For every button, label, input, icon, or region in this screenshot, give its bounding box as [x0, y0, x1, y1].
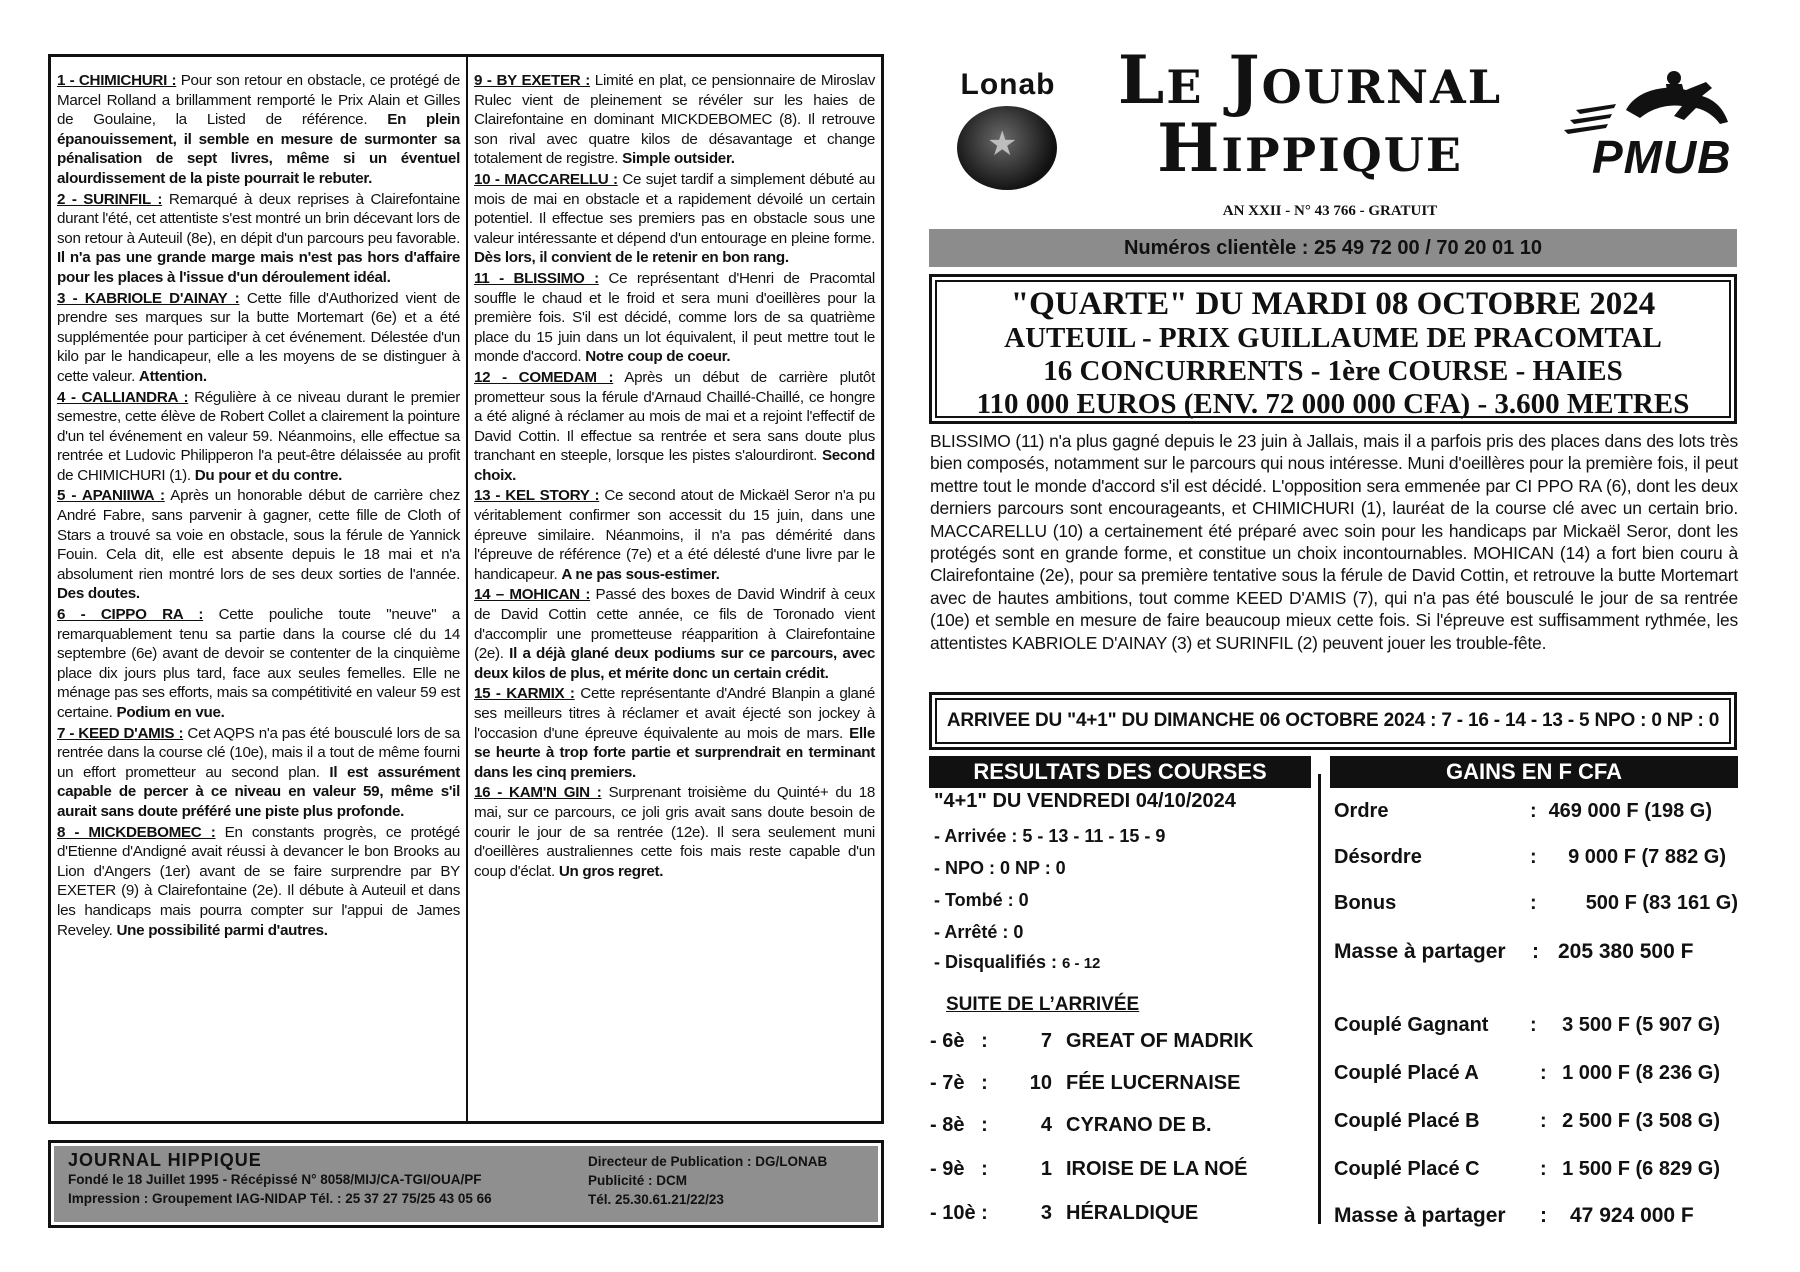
results-arrivee: - Arrivée : 5 - 13 - 11 - 15 - 9: [934, 826, 1166, 846]
suite-row: [930, 1072, 1240, 1095]
entry-verdict: Il est assurément capable de percer à ce niveau en valeur 59, même s'il aurait sans doute préféré une piste plus profonde.: [57, 763, 460, 820]
entry-name: 16 - KAM'N GIN :: [474, 784, 602, 802]
suite-horse: IROISE DE LA NOÉ: [1066, 1158, 1248, 1180]
entry-name: 11 - BLISSIMO :: [474, 269, 599, 287]
entry-text: Cette représentante d'André Blanpin a glané ses meilleurs titres à réclamer et avait éjecté son jockey à l'occasion d'une épreuve équivalente au mois de mars.: [474, 685, 875, 742]
entry-text: Ce représentant d'Henri de Pracomtal souffle le chaud et le froid et sera muni d'oeillères pour la première fois. S'il est décidé, comme lors de sa quatrième place du 15 juin dans un lot équivalent, il peut mettre tout le monde d'accord.: [474, 269, 875, 366]
customer-phone-bar: Numéros clientèle : 25 49 72 00 / 70 20 01 10: [929, 229, 1737, 267]
entry-text: En constants progrès, ce protégé d'Etienne d'Andigné avait réussi à devancer le bon Brooks au Lion d'Angers (1er) avant de se faire surprendre par BY EXETER (9) à Clairefontaine (2e). Il débute à Auteuil et dans les handicaps mais pourra compter sur l'appui de James Reveley.: [57, 823, 460, 939]
gain-colon: :: [1540, 1204, 1547, 1227]
entry-verdict: Du pour et du contre.: [194, 466, 343, 484]
gain-value: 500 F (83 161 G): [1585, 892, 1738, 914]
entry-verdict: Il a déjà glané deux podiums sur ce parcours, avec deux kilos de plus, et mérite donc un certain crédit.: [474, 645, 875, 682]
footer-advertising: Publicité : DCM: [588, 1173, 688, 1188]
entry-14: [474, 585, 875, 683]
entry-2: [57, 190, 460, 288]
entry-text: Après un honorable début de carrière chez André Fabre, sans parvenir à gagner, cette fille de Cloth of Stars a trouvé sa voie en obstacle, sous la férule de Yannick Fouin. Cela dit, elle est absente depuis le 18 mai et n'a absolument rien montré lors de ses deux sorties de l'année.: [57, 487, 461, 583]
suite-place: - 8è :: [930, 1114, 988, 1136]
gain-colon: :: [1530, 800, 1537, 822]
suite-number: 10: [1029, 1072, 1052, 1094]
suite-place: - 6è :: [930, 1030, 988, 1052]
pmub-logo: [1556, 70, 1736, 183]
entry-verdict: Des doutes.: [57, 585, 140, 603]
newspaper-title-line1: Le Journal: [1117, 41, 1503, 119]
entry-text: Passé des boxes de David Windrif à ceux de David Cottin cette année, ce fils de Toronado vient d'accomplir une prometteuse réapparition à Clairefontaine (2e).: [474, 586, 875, 663]
results-disqualifies: [934, 952, 1100, 973]
results-npo: - NPO : 0 NP : 0: [934, 858, 1066, 878]
entry-verdict: A ne pas sous-estimer.: [561, 565, 720, 583]
entry-verdict: Simple outsider.: [622, 150, 735, 168]
race-title-line2: AUTEUIL - PRIX GUILLAUME DE PRACOMTAL: [1004, 322, 1662, 354]
entry-5: [57, 486, 460, 604]
disqualifies-label: - Disqualifiés :: [934, 952, 1058, 972]
entry-name: 13 - KEL STORY :: [474, 487, 600, 505]
race-title-line3: 16 CONCURRENTS - 1ère COURSE - HAIES: [1043, 355, 1623, 387]
entry-6: [57, 605, 460, 723]
gain-value: 3 500 F (5 907 G): [1562, 1014, 1720, 1036]
pronostics-box: [48, 54, 884, 1124]
gain-colon: :: [1532, 940, 1539, 963]
results-header: RESULTATS DES COURSES: [929, 756, 1311, 788]
gain-label: Couplé Placé C: [1334, 1158, 1480, 1180]
footer-phone: Tél. 25.30.61.21/22/23: [588, 1192, 724, 1207]
gain-value: 9 000 F (7 882 G): [1568, 846, 1726, 868]
entry-text: Ce second atout de Mickaël Seror n'a pu véritablement confirmer son accessit du 15 juin, dans une épreuve similaire. Néanmoins, il n'a pas démérité dans l'épreuve de référence (7e) et a été délesté d'une livre par le handicapeur.: [474, 487, 875, 583]
gain-colon: :: [1530, 1014, 1537, 1036]
arrivee-box: [929, 692, 1737, 750]
entry-name: 7 - KEED D'AMIS :: [57, 724, 184, 742]
entry-verdict: Une possibilité parmi d'autres.: [116, 921, 328, 939]
entry-15: [474, 684, 875, 782]
entry-verdict: Dès lors, il convient de le retenir en bon rang.: [474, 249, 789, 267]
entry-name: 10 - MACCARELLU :: [474, 170, 618, 188]
entry-text: Après un début de carrière plutôt prometteur sous la férule d'Arnaud Chaillé-Chaillé, ce hongre a été aligné à réclamer au mois de mai et a rejoint l'effectif de David Cottin. Il effectue sa rentrée et sera sans doute plus tranchant en steeple, lorsque les pistes s'alourdiront.: [474, 368, 875, 465]
results-arrete: - Arrêté : 0: [934, 922, 1024, 942]
entry-verdict: Elle se heurte à trop forte partie et surprendrait en terminant dans les cinq premiers.: [474, 724, 875, 781]
gain-label: Masse à partager: [1334, 940, 1506, 963]
gain-colon: :: [1540, 1110, 1547, 1132]
gain-label: Désordre: [1334, 846, 1422, 868]
gain-value: 1 000 F (8 236 G): [1562, 1062, 1720, 1084]
lonab-logo: [953, 64, 1063, 192]
results-race-title: "4+1" DU VENDREDI 04/10/2024: [934, 790, 1236, 812]
entry-13: [474, 486, 875, 584]
entry-verdict: Un gros regret.: [558, 862, 664, 880]
arrivee-result: ARRIVEE DU "4+1" DU DIMANCHE 06 OCTOBRE 2024 : 7 - 16 - 14 - 13 - 5 NPO : 0 NP : 0: [935, 698, 1731, 744]
race-title-box: [929, 274, 1737, 424]
entry-text: Ce sujet tardif a simplement débuté au mois de mai en obstacle et a rapidement dévoilé un certain potentiel. Il effectue ses premiers pas en obstacle sous une valeur intéressante et dépend d'un entourage en pleine forme.: [474, 170, 875, 247]
gain-value: 205 380 500 F: [1558, 940, 1694, 963]
entry-verdict: Second choix.: [474, 447, 875, 484]
race-title-line1: "QUARTE" DU MARDI 08 OCTOBRE 2024: [1010, 286, 1656, 322]
gain-colon: :: [1540, 1062, 1547, 1084]
race-title-line4: 110 000 EUROS (ENV. 72 000 000 CFA) - 3.600 METRES: [976, 388, 1690, 420]
suite-place: - 7è :: [930, 1072, 988, 1094]
newspaper-title-line2: Hippique: [1157, 109, 1463, 187]
footer-director: Directeur de Publication : DG/LONAB: [588, 1154, 828, 1169]
entry-11: [474, 269, 875, 367]
entry-name: 4 - CALLIANDRA :: [57, 388, 189, 406]
gains-header: GAINS EN F CFA: [1330, 756, 1738, 788]
footer-right: [588, 1150, 827, 1222]
entry-text: Remarqué à deux reprises à Clairefontaine durant l'été, cet attentiste s'est montré un brin décevant lors de son retour à Auteuil (8e), en dépit d'un parcours peu favorable.: [57, 190, 460, 247]
entry-text: Cette pouliche toute "neuve" a remarquablement tenu sa partie dans la course clé du 14 septembre (6e) avant de devoir se contenter de la cinquième place dix jours plus tard, face aux seules femelles. Elle ne ménage pas ses efforts, mais sa compétitivité en valeur 59 est certaine.: [57, 606, 460, 721]
entry-name: 2 - SURINFIL :: [57, 190, 163, 208]
entry-verdict: Notre coup de coeur.: [585, 348, 731, 366]
entry-name: 9 - BY EXETER :: [474, 72, 591, 89]
pronostics-column-right: [466, 57, 881, 1121]
gain-value: 469 000 F (198 G): [1548, 800, 1712, 822]
suite-row: [930, 1158, 1248, 1181]
entry-1: [57, 71, 460, 189]
gain-colon: :: [1530, 892, 1537, 914]
entry-text: Cet AQPS n'a pas été bousculé lors de sa rentrée dans la course clé (10e), mais il a tout de même fourni un effort prometteur au second plan.: [57, 724, 460, 781]
pronostics-column-left: [51, 57, 466, 1121]
results-divider: [1318, 774, 1321, 1224]
entry-4: [57, 388, 460, 486]
issue-number: AN XXII - N° 43 766 - GRATUIT: [1222, 203, 1438, 219]
footer-panel: [54, 1146, 878, 1222]
suite-place: - 10è :: [930, 1202, 988, 1224]
suite-row: [930, 1030, 1253, 1053]
entry-text: Surprenant troisième du Quinté+ du 18 mai, sur ce parcours, ce joli gris avait sans doute besoin de courir le jour de sa rentrée (12e). Il sera seulement muni d'oeillères australiennes cette fois mais reste capable d'un coup d'éclat.: [474, 784, 875, 880]
entry-text: Limité en plat, ce pensionnaire de Miroslav Rulec vient de pleinement se révéler sur les haies de Clairefontaine en dominant MICKDEBOMEC (8). Il retrouve son rival avec quatre kilos de désavantage et change totalement de registre.: [474, 72, 875, 168]
gain-label: Bonus: [1334, 892, 1397, 914]
lonab-logo-text: Lonab: [960, 68, 1056, 101]
suite-row: [930, 1114, 1212, 1137]
gain-colon: :: [1540, 1158, 1547, 1180]
gain-label: Ordre: [1334, 800, 1389, 822]
footer-title: JOURNAL HIPPIQUE: [68, 1150, 262, 1170]
star-icon: ★: [987, 125, 1018, 163]
entry-8: [57, 823, 460, 941]
suite-number: 3: [1040, 1202, 1052, 1224]
suite-horse: GREAT OF MADRIK: [1066, 1030, 1254, 1052]
suite-horse: FÉE LUCERNAISE: [1066, 1072, 1241, 1094]
suite-row: [930, 1202, 1198, 1225]
entry-name: 3 - KABRIOLE D'AINAY :: [57, 289, 240, 307]
entry-name: 14 – MOHICAN :: [474, 586, 591, 604]
entry-name: 6 - CIPPO RA :: [57, 606, 204, 624]
entry-name: 5 - APANIIWA :: [57, 487, 165, 505]
entry-text: Cette fille d'Authorized vient de prendre ses marques sur la butte Mortemart (6e) et a été supplémentée pour participer à cet événement. Délestée d'un kilo par le handicapeur, elle a les moyens de se distinguer à cette valeur.: [57, 289, 460, 385]
entry-name: 12 - COMEDAM :: [474, 368, 614, 386]
entry-12: [474, 368, 875, 486]
entry-text: Régulière à ce niveau durant le premier semestre, cette élève de Robert Collet a clairement la pointure d'un tel événement en valeur 59. Néanmoins, elle effectue sa rentrée et Ludovic Philipperon l'a peut-être délaissée au profit de CHIMICHURI (1).: [57, 388, 461, 484]
gain-label: Couplé Placé A: [1334, 1062, 1479, 1084]
entry-16: [474, 783, 875, 881]
entry-name: 1 - CHIMICHURI :: [57, 72, 177, 89]
entry-name: 8 - MICKDEBOMEC :: [57, 823, 216, 841]
gain-colon: :: [1530, 846, 1537, 868]
entry-verdict: Il n'a pas une grande marge mais n'est pas hors d'affaire pour les places à l'issue d'un déroulement idéal.: [57, 249, 460, 286]
suite-number: 7: [1040, 1030, 1052, 1052]
pmub-logo-text: PMUB: [1592, 131, 1732, 183]
suite-number: 1: [1040, 1158, 1052, 1180]
disqualifies-value: 6 - 12: [1062, 955, 1101, 972]
results-tombe: - Tombé : 0: [934, 890, 1029, 910]
entry-10: [474, 170, 875, 268]
entry-3: [57, 289, 460, 387]
suite-arrivee-title: SUITE DE L’ARRIVÉE: [946, 994, 1140, 1015]
entry-9: [474, 71, 875, 169]
race-title-inner: [935, 280, 1731, 418]
entry-name: 15 - KARMIX :: [474, 685, 575, 703]
gain-value: 47 924 000 F: [1570, 1204, 1694, 1227]
gain-value: 2 500 F (3 508 G): [1562, 1110, 1720, 1132]
entry-verdict: En plein épanouissement, il semble en mesure de surmonter sa pénalisation de sept livres, même si un éventuel alourdissement de la piste pourrait le rebuter.: [57, 111, 460, 187]
footer-left: [68, 1150, 588, 1222]
suite-number: 4: [1040, 1114, 1052, 1136]
entry-verdict: Attention.: [138, 367, 207, 385]
suite-horse: HÉRALDIQUE: [1066, 1202, 1199, 1224]
gain-label: Masse à partager: [1334, 1204, 1506, 1227]
publication-footer: [48, 1140, 884, 1228]
gain-label: Couplé Gagnant: [1334, 1014, 1489, 1036]
entry-text: Pour son retour en obstacle, ce protégé de Marcel Rolland a brillamment remporté le Prix Alain et Gilles de Goulaine, la Listed de référence.: [57, 72, 460, 129]
footer-founded: Fondé le 18 Juillet 1995 - Récépissé N° 8058/MIJ/CA-TGI/OUA/PF: [68, 1172, 482, 1187]
suite-place: - 9è :: [930, 1158, 988, 1180]
entry-7: [57, 724, 460, 822]
newspaper-title: [1080, 41, 1540, 187]
gain-value: 1 500 F (6 829 G): [1562, 1158, 1720, 1180]
synthesis-article: BLISSIMO (11) n'a plus gagné depuis le 23 juin à Jallais, mais il a parfois pris des places dans des lots très bien composés, notamment sur le parcours qui nous intéresse. Muni d'oeillères pour la première fois, il peut mettre tout le monde d'accord s'il est décidé. L'opposition sera emmenée par CI PPO RA (6), dont les deux derniers parcours sont encourageants, et CHIMICHURI (1), lauréat de la course clé avec un certain brio. MACCARELLU (10) a certainement été préparé avec soin pour les handicaps par Mickaël Seror, dont les protégés sont en grande forme, et constitue un choix incontournables. MOHICAN (14) a fort bien couru à Clairefontaine (2e), pour sa première tentative sous la férule de David Cottin, et retrouve la butte Mortemart avec de hautes ambitions, tout comme KEED D'AMIS (7), qui n'a pas été bousculé le jour de sa rentrée (10e) et semble en mesure de faire beaucoup mieux cette fois. Si l'épreuve est suffisamment rythmée, les attentistes KABRIOLE D'AINAY (3) et SURINFIL (2) peuvent jouer les trouble-fête.: [930, 431, 1738, 653]
entry-verdict: Podium en vue.: [116, 704, 225, 721]
footer-printing: Impression : Groupement IAG-NIDAP Tél. : 25 37 27 75/25 43 05 66: [68, 1191, 492, 1206]
gain-label: Couplé Placé B: [1334, 1110, 1480, 1132]
suite-horse: CYRANO DE B.: [1066, 1114, 1212, 1136]
